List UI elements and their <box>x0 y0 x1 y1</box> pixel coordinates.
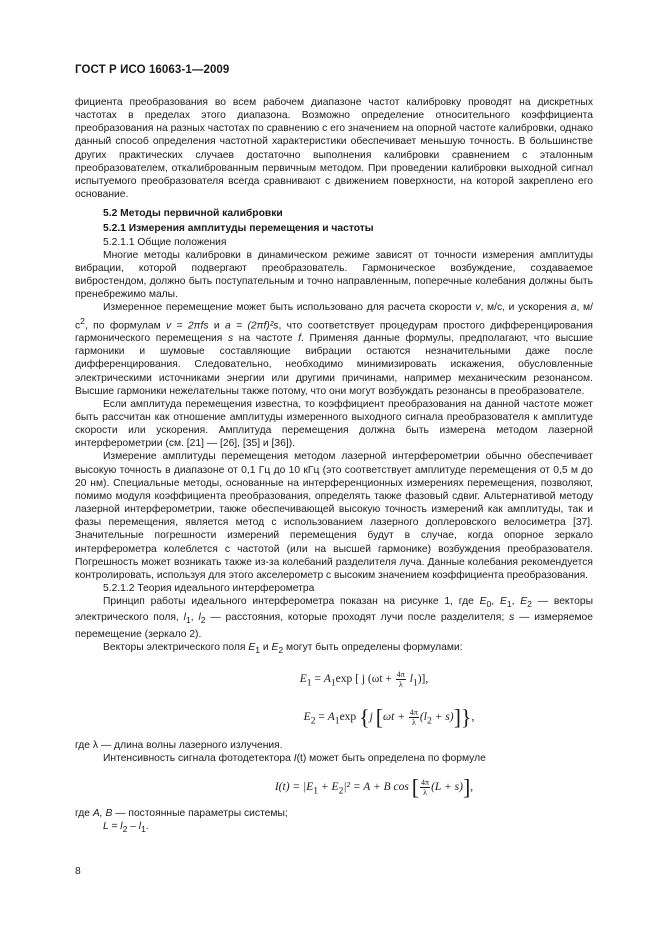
brace-open: { <box>359 704 370 730</box>
paragraph-formulas: Измеренное перемещение может быть использовано для расчета скорости v, м/с, и ускорения a, $м/с^2$, по формулам v = 2πfs и a = (2πf)²s, что соответствует процедурам простого дифференцирования гармонического перемещения s на частоте f. Применяя данные формулы, предполагают, что высшие гармоники и шумовые составляющие вибрации остаются незначительными даже после дифференцирования. Следовательно, необходимо минимизировать искажения, обусловленные электрическими источниками энергии или другими причинами, например механическим резонансом. Высшие гармоники нежелательны также потому, что они могут возбуждать резонансы в преобразователе. <box>75 302 593 397</box>
page-header: ГОСТ Р ИСО 16063-1—2009 <box>75 64 230 76</box>
paragraph-continued: фициента преобразования во всем рабочем диапазоне частот калибровку проводят на дискретных частотах в пределах этого диапазона. Возможно определение относительного коэффициента преобразования на разных частотах по сравнению с его значением на опорной частоте калибровки, однако данный способ определения частотной характеристики обеспечивает меньшую точность. В большинстве других практических случаев достаточно выполнения калибровки сравнением с эталонным преобразователем, откалиброванным первичным методом. При проведении калибровки выходной сигнал испытуемого преобразователя всегда сравнивают с движением поверхности, на которой закреплено его основание. <box>75 97 593 201</box>
paragraph-vectors: Векторы электрического поля $E_1$ и $E_2$ могут быть определены формулами: <box>103 641 463 655</box>
page-number: 8 <box>75 866 81 877</box>
bracket-open: [ <box>375 704 384 730</box>
where-lambda: где λ — длина волны лазерного излучения. <box>75 739 283 751</box>
bracket-close: ] <box>462 774 471 800</box>
paragraph-intensity: Интенсивность сигнала фотодетектора I(t) может быть определена по формуле <box>103 753 486 765</box>
fraction: $\frac{4\pi}{\lambda}$ <box>421 778 430 798</box>
section-heading-5-2-1-2: 5.2.1.2 Теория идеального интерферометра <box>103 583 315 595</box>
equation-e1: $E_1 = A_1\exp$ [ j (ωt + $\frac{4\pi}{\lambda}$ $l_1$)], <box>299 669 429 689</box>
equation-e2: $E_2 = A_1\exp$ {j [ωt + $\frac{4\pi}{\lambda}$ $(l_2 + s)$]}, <box>303 704 475 730</box>
where-constants: где A, B — постоянные параметры системы; <box>75 808 288 820</box>
bracket-open: [ <box>411 774 420 800</box>
fraction: $\frac{4\pi}{\lambda}$ <box>409 707 418 727</box>
section-heading-5-2: 5.2 Методы первичной калибровки <box>103 208 283 220</box>
section-heading-5-2-1: 5.2.1 Измерения амплитуды перемещения и частоты <box>103 223 374 235</box>
fraction: $\frac{4\pi}{\lambda}$ <box>396 669 405 689</box>
paragraph: Многие методы калибровки в динамическом режиме зависят от точности измерения амплитуды вибрации, которой подвергают преобразователь. Гармоническое возбуждение, создаваемое вибростендом, должно быть поступательным и точно направленным, поперечные колебания должны быть пренебрежимо малы. <box>75 249 593 301</box>
brace-close: } <box>460 704 472 730</box>
paragraph: Если амплитуда перемещения известна, то коэффициент преобразования на данной частоте может быть рассчитан как отношение амплитуды измеренного выходного сигнала преобразователя к амплитуде скорости или ускорения. Амплитуда перемещения должна быть измерена методом лазерной интерферометрии (см. [21] — [26], [35] и [36]). <box>75 398 593 450</box>
section-heading-5-2-1-1: 5.2.1.1 Общие положения <box>103 236 227 248</box>
equation-l: $L = l_2 - l_1$. <box>103 821 149 835</box>
equation-intensity: $I(t) = |E_1 + E_2|^2 = A + B$ cos [ $\frac{4\pi}{\lambda}$ (L + s)], <box>274 774 474 800</box>
paragraph-principle: Принцип работы идеального интерферометра показан на рисунке 1, где $E_0$, $E_1$, $E_2$ — векторы электрического поля, $l_1$, $l_2$ — расстояния, которые проходят лучи после разделителя; s — измеряемое перемещение (зеркало 2). <box>75 596 593 640</box>
page-body <box>75 96 593 837</box>
bracket-close: ] <box>453 704 461 730</box>
paragraph: Измерение амплитуды перемещения методом лазерной интерферометрии обычно обеспечивает высокую точность в диапазоне от 0,1 Гц до 10 кГц (это соответствует амплитуде перемещения от 0,5 м до 20 нм). Специальные методы, основанные на интерференционных измерениях перемещения, позволяют, помимо модуля коэффициента преобразования, определять также фазовый сдвиг. Альтернативой методу лазерной интерферометрии, также обеспечивающей высокую точность измерений как амплитуды, так и фазы перемещения, является метод с использованием лазерного доплеровского велосиметра [37]. Значительные погрешности измерений перемещения будут в случае, когда опорное зеркало интерферометра колеблется с частотой (или на высшей гармонике) возбуждения преобразователя. Погрешность может возникать также из-за колебаний разделителя луча. Данные колебания рекомендуется контролировать, используя для этого акселерометр с высоким значением коэффициента преобразования. <box>75 451 593 581</box>
